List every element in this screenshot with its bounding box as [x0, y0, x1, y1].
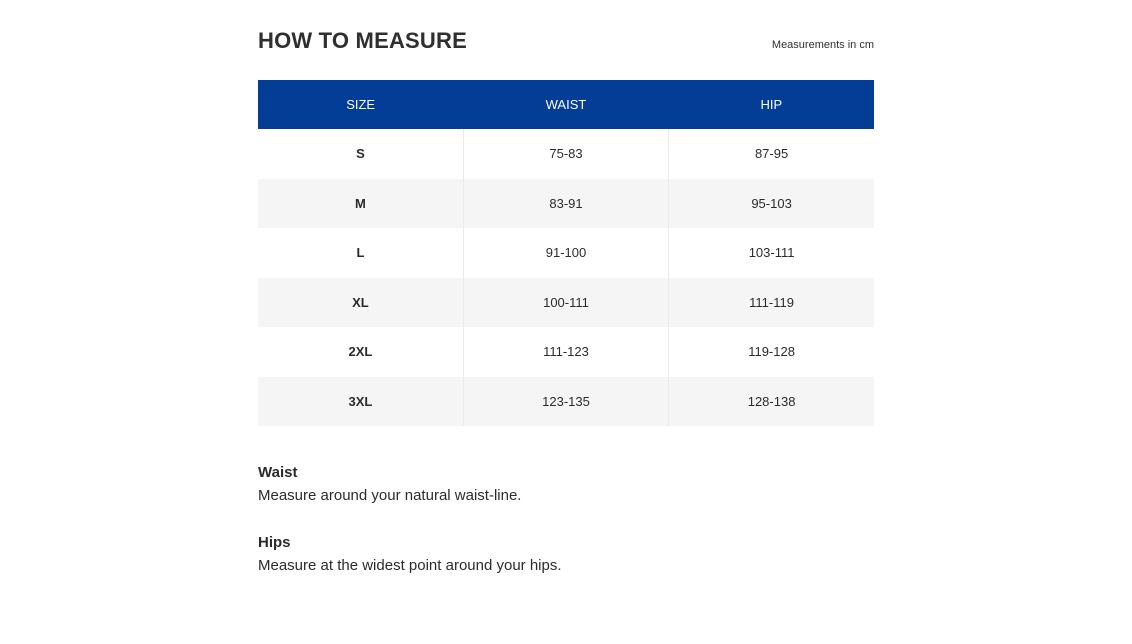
- column-header-size: SIZE: [258, 80, 463, 129]
- waist-note: [258, 463, 874, 509]
- table-row: [258, 278, 874, 328]
- size-cell: L: [258, 228, 463, 278]
- measure-notes: [258, 463, 874, 579]
- hip-cell: 119-128: [669, 327, 874, 377]
- hip-cell: 128-138: [669, 377, 874, 427]
- hip-cell: 87-95: [669, 129, 874, 179]
- waist-cell: 91-100: [463, 228, 668, 278]
- hip-cell: 111-119: [669, 278, 874, 328]
- waist-note-title: Waist: [258, 464, 298, 481]
- size-cell: M: [258, 179, 463, 229]
- waist-cell: 111-123: [463, 327, 668, 377]
- size-cell: S: [258, 129, 463, 179]
- units-note: Measurements in cm: [771, 39, 874, 51]
- page-title: HOW TO MEASURE: [258, 28, 467, 53]
- column-header-hip: HIP: [669, 80, 874, 129]
- waist-cell: 83-91: [463, 179, 668, 229]
- waist-cell: 75-83: [463, 129, 668, 179]
- hip-cell: 103-111: [669, 228, 874, 278]
- table-row: [258, 179, 874, 229]
- table-header-row: [258, 80, 874, 129]
- size-cell: 2XL: [258, 327, 463, 377]
- size-cell: 3XL: [258, 377, 463, 427]
- hips-note-text: Measure at the widest point around your hips.: [258, 557, 562, 574]
- table-row: [258, 228, 874, 278]
- table-row: [258, 327, 874, 377]
- waist-note-text: Measure around your natural waist-line.: [258, 487, 522, 504]
- column-header-waist: WAIST: [463, 80, 668, 129]
- size-cell: XL: [258, 278, 463, 328]
- table-row: [258, 129, 874, 179]
- size-guide-header: [258, 0, 874, 80]
- waist-cell: 123-135: [463, 377, 668, 427]
- hips-note: [258, 533, 874, 579]
- hips-note-title: Hips: [258, 534, 291, 551]
- hip-cell: 95-103: [669, 179, 874, 229]
- table-row: [258, 377, 874, 427]
- size-guide: [258, 0, 874, 603]
- waist-cell: 100-111: [463, 278, 668, 328]
- size-table: [258, 80, 874, 426]
